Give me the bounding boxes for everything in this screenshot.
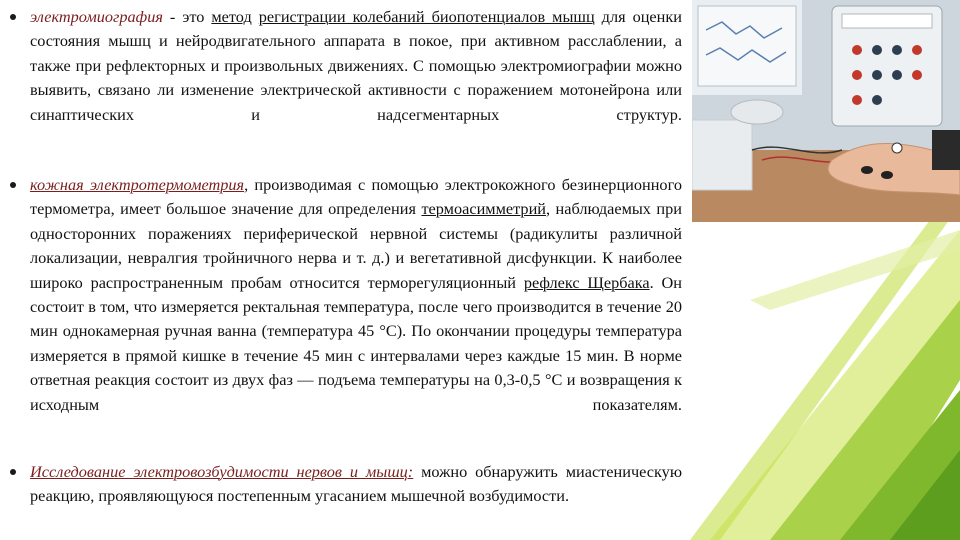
term-electromyography: электромиография xyxy=(30,7,163,26)
bullet-2 xyxy=(10,182,16,188)
text-span: , наблюдаемых при односторонних поражениях периферической нервной системы (радикулиты различной локализации, невралгия тройничного нерва и т. д.) и вегетативной дисфункции. К наиболее широко распространенным пробам относится терморегуляционный xyxy=(30,199,682,292)
link-method[interactable]: метод xyxy=(211,7,252,26)
bullet-1 xyxy=(10,14,16,20)
emg-device-illustration xyxy=(692,0,960,222)
text-span xyxy=(252,7,259,26)
text-span: для оценки состояния мышц и нейродвигательного аппарата в покое, при активном расслаблении, а также при рефлекторных и произвольных движениях. С помощью электромиографии можно выявить, связано ли изменение электрической активности с поражением мотонейрона или синаптических и надсегментарных структур. xyxy=(30,7,682,124)
text-span: , производимая с помощью электрокожного безинерционного термометра, имеет большое значение для определения xyxy=(30,175,682,219)
text-span: - это xyxy=(162,7,212,26)
link-skin-electrothermometry[interactable]: кожная электротермометрия xyxy=(30,175,245,194)
emg-device-photo xyxy=(692,0,960,222)
text-span: . Он состоит в том, что измеряется ректальная температура, после чего производится в течение 20 мин однокамерная ручная ванна (температура 45 °С). По окончании процедуры температура измеряется в прямой кишке в течение 45 мин с интервалами через каждые 15 мин. В норме ответная реакция состоит из двух фаз — подъема температуры на 0,3-0,5 °С и возвращения к исходным показателям. xyxy=(30,272,682,414)
link-biopotential-registration[interactable]: регистрации колебаний биопотенциалов мышц xyxy=(258,7,595,26)
paragraph-electroexcitability xyxy=(30,460,682,509)
link-thermoasymmetry[interactable]: термоасимметрий xyxy=(421,199,546,219)
bullet-3 xyxy=(10,469,16,475)
text-span: можно обнаружить миастеническую реакцию, проявляющуюся постепенным угасанием мышечной возбудимости. xyxy=(30,462,682,506)
link-electroexcitability-study[interactable]: Исследование электровозбудимости нервов и мышц: xyxy=(30,462,414,481)
paragraph-electrothermometry xyxy=(30,173,682,417)
paragraph-electromyography xyxy=(30,5,682,127)
link-scherbak-reflex[interactable]: рефлекс Щербака xyxy=(523,272,650,292)
